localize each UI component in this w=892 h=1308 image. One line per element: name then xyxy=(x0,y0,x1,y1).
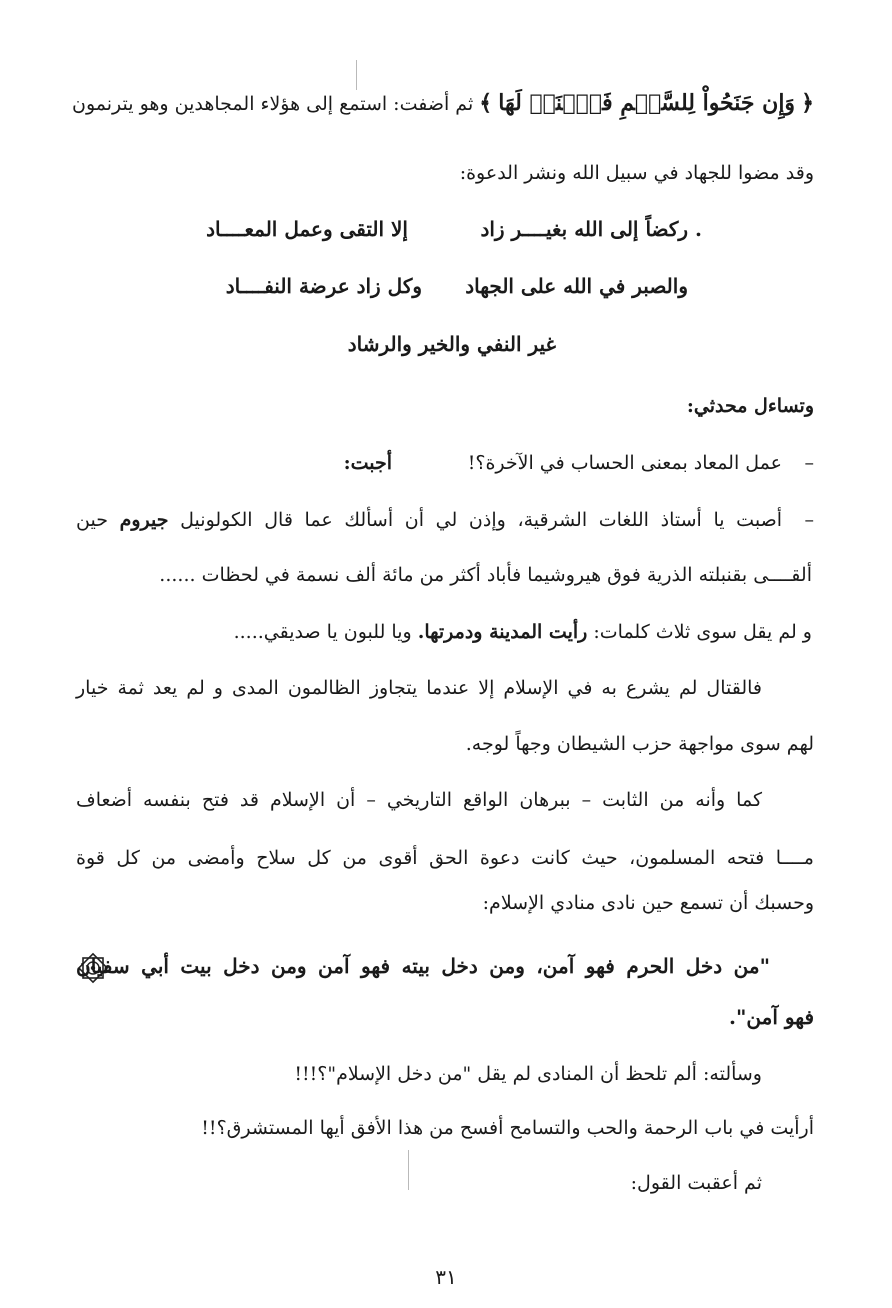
answered-label: أجبت: xyxy=(343,452,392,474)
quran-open-bracket: ﴿ xyxy=(801,90,814,116)
paragraph-2-line-1: كما وأنه من الثابت – ببرهان الواقع التاريخي – أن الإسلام قد فتح بنفسه أضعاف xyxy=(76,789,762,811)
answer-line-1-pre: أصبت يا أستاذ اللغات الشرقية، وإذن لي أن أسألك عما قال الكولونيل xyxy=(180,509,782,531)
answer-line-1-post: حين xyxy=(76,509,108,531)
text-line-1-rest: ثم أضفت: استمع إلى هؤلاء المجاهدين وهو يترنمون xyxy=(72,93,474,115)
text-line-1 xyxy=(72,88,814,119)
quran-verse: وَإِن جَنَحُواْ لِلسَّلۡمِ فَٱجۡنَحۡ لَهَا xyxy=(498,90,796,116)
text-line-2: وقد مضوا للجهاد في سبيل الله ونشر الدعوة: xyxy=(459,162,814,184)
poem-verse-1-right: . ركضاً إلى الله بغيــــر زاد xyxy=(480,217,702,241)
answer-dash: – xyxy=(804,509,814,531)
answer-line-3 xyxy=(76,617,812,647)
asked-line: وتساءل محدثي: xyxy=(686,395,814,417)
hadith-line-2: فهو آمن". xyxy=(729,1005,814,1029)
paragraph-2-line-3: وحسبك أن تسمع حين نادى منادي الإسلام: xyxy=(482,892,814,914)
paragraph-2-line-2: مــــا فتحه المسلمون، حيث كانت دعوة الحق أقوى من كل سلاح وأمضى من كل قوة xyxy=(76,847,814,869)
hadith-line-1: "من دخل الحرم فهو آمن، ومن دخل بيته فهو آمن ومن دخل بيت أبي سفيان xyxy=(76,954,770,978)
gutter-mark xyxy=(356,60,357,90)
paragraph-1-line-1: فالقتال لم يشرع به في الإسلام إلا عندما يتجاوز الظالمون المدى و لم يعد ثمة خيار xyxy=(76,677,762,699)
answer-line-3-post: ويا للبون يا صديقي..... xyxy=(233,621,412,643)
answer-line-2: ألقــــى بقنبلته الذرية فوق هيروشيما فأباد أكثر من مائة ألف نسمة في لحظات ...... xyxy=(159,564,812,586)
question-dash: – xyxy=(804,452,814,474)
page-number: ٣١ xyxy=(435,1265,457,1289)
quran-close-bracket: ﴾ xyxy=(479,90,493,116)
poem-verse-2-left: وكل زاد عرضة النفــــاد xyxy=(225,274,422,298)
paragraph-1-line-2: لهم سوى مواجهة حزب الشيطان وجهاً لوجه. xyxy=(465,733,814,755)
answer-name-jerome: جيروم xyxy=(119,509,169,531)
poem-verse-3: غير النفي والخير والرشاد xyxy=(347,332,556,356)
final-line: ثم أعقبت القول: xyxy=(630,1172,762,1194)
question-line-2: وسألته: ألم تلحظ أن المنادى لم يقل "من دخل الإسلام"؟!!! xyxy=(294,1063,762,1085)
answer-line-1 xyxy=(76,505,782,535)
poem-verse-1-left: إلا التقى وعمل المعــــاد xyxy=(206,217,408,241)
answer-line-3-bold: رأيت المدينة ودمرتها. xyxy=(417,621,588,643)
question-text: عمل المعاد بمعنى الحساب في الآخرة؟! xyxy=(467,452,782,474)
poem-verse-2-right: والصبر في الله على الجهاد xyxy=(465,274,688,298)
answer-line-3-pre: و لم يقل سوى ثلاث كلمات: xyxy=(593,621,812,643)
gutter-mark-bottom xyxy=(408,1150,409,1190)
question-line-3: أرأيت في باب الرحمة والحب والتسامح أفسح من هذا الأفق أيها المستشرق؟!! xyxy=(201,1117,814,1139)
